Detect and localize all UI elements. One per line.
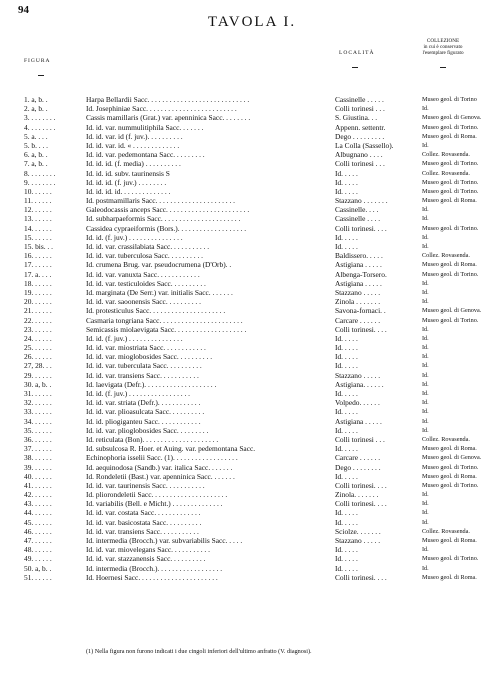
plate-title: TAVOLA I. [207, 14, 297, 30]
locality: Dego . . . . . . . . . [335, 131, 385, 141]
table-row [24, 545, 494, 554]
figure-number: 9. . . . . . . . [24, 177, 56, 187]
table-row [24, 518, 494, 527]
collection: Id. [422, 288, 429, 296]
collection: Museo geol. di Torino. [422, 316, 479, 324]
table-row [24, 564, 494, 573]
locality: Id. . . . . [335, 352, 358, 362]
collection: Collez. Rovasenda. [422, 169, 470, 177]
species-name: Id. Hoernesi Sacc. . . . . . . . . . . . . . . . . . . . . . [86, 572, 218, 582]
figure-number: 31. . . . . . [24, 389, 52, 398]
locality: Cassinelle . . . . [335, 214, 381, 224]
table-row [24, 398, 494, 407]
collection: Museo geol. di Roma. [422, 537, 477, 544]
table-row [24, 417, 494, 426]
table-row [24, 334, 494, 343]
table-row [24, 481, 494, 490]
figure-number: 4. . . . . . . . [24, 122, 56, 132]
collection: Id. [422, 298, 429, 306]
figure-number: 10. . . . . . [24, 186, 52, 196]
locality: Id. . . . . [335, 407, 358, 417]
species-name: Cassis mamillaris (Grat.) var. apenninica Sacc. . . . . . . . [86, 113, 251, 123]
collection: Id. [422, 362, 429, 370]
table-row [24, 205, 494, 214]
locality: Colli torinesi. . . . [335, 572, 387, 582]
locality: Appenn. settentr. [335, 122, 386, 132]
collection: Museo geol. di Torino. [422, 555, 479, 563]
collection: Id. [422, 344, 429, 352]
species-name: Id. marginata (De Serr.) var. initialis Sacc. . . . . . . [86, 287, 233, 297]
collection: Museo geol. di Roma. [422, 472, 477, 480]
species-name: Id. id. var. taurinensis Sacc. . . . . . . . . . . [86, 480, 205, 490]
figure-number: 11. . . . . . [24, 196, 52, 206]
figure-number: 42. . . . . . [24, 490, 52, 500]
collection: Id. [422, 334, 429, 342]
species-name: Id. id. var. basicostata Sacc. . . . . . . . . . [86, 517, 202, 527]
figure-number: 34. . . . . . [24, 416, 52, 426]
figure-number: 35. . . . . . [24, 425, 52, 435]
table-row [24, 380, 494, 389]
locality: Stazzano . . . . . [335, 370, 381, 380]
column-header-figura: FIGURA [24, 58, 51, 64]
locality: Colli torinesi. . . . [335, 324, 387, 334]
figure-number: 32. . . . . . [24, 398, 52, 408]
figure-number: 46. . . . . . [24, 526, 52, 536]
page-number: 94 [18, 4, 29, 16]
locality: Sciolze. . . . . . . [335, 526, 381, 536]
table-row [24, 371, 494, 380]
species-name: Id. id. var. saoonensis Sacc. . . . . . . . . . [86, 297, 201, 307]
collezione-header-line: l'esemplare figurato [422, 50, 464, 56]
species-name: Id. intermedia (Brocch.). . . . . . . . . . . . . . . . . . [86, 563, 223, 573]
species-name: Id. id. var. id. « . . . . . . . . . . . . . [86, 140, 180, 150]
locality: Stazzano . . . . . . . [335, 196, 388, 206]
species-name: Id. id. var. pedemontana Sacc. . . . . . . . . [86, 150, 205, 160]
table-row [24, 343, 494, 352]
table-row [24, 141, 494, 150]
figure-number: 29. . . . . . [24, 370, 52, 380]
species-name: Id. id. var. costata Sacc. . . . . . . . . . . . . [86, 508, 201, 518]
species-name: Id. id. var. tuberculata Sacc. . . . . . . . . . [86, 361, 202, 371]
collection: Museo geol. di Roma. [422, 445, 477, 453]
species-name: Id. id. var. id (f. juv.). . . . . . . . . . [86, 131, 183, 141]
table-row [24, 297, 494, 306]
species-name: Galeodocassis anceps Sacc. . . . . . . . . . . . . . . . . . . . . . . [86, 205, 250, 215]
collection: Id. [422, 141, 429, 149]
species-name: Id. id. var. vanuxta Sacc. . . . . . . . . . . . [86, 269, 200, 279]
locality: Colli torinesi . . . [335, 104, 385, 114]
table-row [24, 123, 494, 132]
species-name: Id. reticulata (Bon). . . . . . . . . . . . . . . . . . . . . [86, 434, 219, 444]
collection: Museo geol. di Torino. [422, 463, 479, 471]
figure-number: 12. . . . . . [24, 205, 52, 215]
figure-number: 2. a, b. . [24, 104, 48, 114]
collezione-header-line: COLLEZIONE [426, 38, 460, 44]
table-row [24, 407, 494, 416]
table-row [24, 260, 494, 269]
footnote: (1) Nella figura non furono indicati i due cingoli inferiori dell'ultimo anfratto (V. diagnosi). [86, 648, 312, 655]
collection: Id. [422, 491, 429, 499]
figure-number: 16. . . . . . [24, 251, 52, 261]
locality: Id. . . . . [335, 545, 358, 555]
species-name: Id. laevigata (Defr.). . . . . . . . . . . . . . . . . . . . [86, 379, 217, 389]
table-row [24, 527, 494, 536]
column-header-collezione [400, 38, 486, 56]
table-row [24, 536, 494, 545]
species-name: Id. id. id. (f. juv.) . . . . . . . . [86, 177, 167, 187]
figure-number: 36. . . . . . [24, 434, 52, 444]
collection: Id. [422, 380, 429, 388]
species-name: Id. id. var. stazzanensis Sacc. . . . . . . . . . [86, 554, 206, 564]
species-name: Harpa Bellardii Sacc. . . . . . . . . . . . . . . . . . . . . . . . . . . . [86, 95, 250, 104]
species-name: Id. id. var. mioglobosides Sacc. . . . . . . . . . [86, 352, 213, 362]
collection: Id. [422, 215, 429, 223]
collection: Id. [422, 371, 429, 379]
locality: Id. . . . . [335, 425, 358, 435]
locality: Id. . . . . [335, 333, 358, 343]
figure-number: 45. . . . . . [24, 517, 52, 527]
locality: Colli torinesi . . . [335, 434, 385, 444]
species-name: Id. id. var. tuberculosa Sacc. . . . . . . . . . [86, 251, 203, 261]
locality: Carcare . . . . . . [335, 453, 381, 463]
species-name: Id. Rondeletii (Bast.) var. apenninica Sacc. . . . . . . [86, 471, 235, 481]
locality: Id. . . . . [335, 444, 358, 454]
collection: Museo geol. di Genova. [422, 307, 482, 315]
species-name: Casmaria tongriana Sacc. . . . . . . . . . . . . . . . . . . . . . . [86, 315, 243, 325]
figure-number: 21. . . . . . [24, 306, 52, 316]
species-name: Id. id. (f. juv.) . . . . . . . . . . . . . . . . . [86, 389, 191, 398]
locality: Cassinelle. . . . [335, 205, 379, 215]
table-row [24, 279, 494, 288]
figure-number: 50. a, b. . [24, 563, 52, 573]
collection: Id. [422, 500, 429, 508]
locality: Stazzano . . . . . [335, 536, 381, 545]
locality: Zinola . . . . . . . [335, 297, 381, 307]
collection: Collez. Rovasenda. [422, 435, 470, 443]
figure-number: 26. . . . . . [24, 352, 52, 362]
table-row [24, 214, 494, 223]
column-header-localita: LOCALITÀ [339, 50, 375, 56]
figure-number: 17. . . . . . [24, 260, 52, 270]
table-row [24, 573, 494, 582]
collection: Museo geol. di Genova. [422, 454, 482, 462]
collection: Id. [422, 417, 429, 425]
locality: Colli torinesi. . . . [335, 480, 387, 490]
plate-index-table [24, 95, 494, 582]
figure-number: 41. . . . . . [24, 480, 52, 490]
figure-number: 23. . . . . . [24, 324, 52, 334]
table-row [24, 95, 494, 104]
figure-number: 20. . . . . . [24, 297, 52, 307]
table-row [24, 499, 494, 508]
table-row [24, 224, 494, 233]
table-row [24, 435, 494, 444]
figure-number: 44. . . . . . [24, 508, 52, 518]
species-name: Id. id. var. miostriata Sacc. . . . . . . . . . . . [86, 343, 206, 353]
table-row [24, 490, 494, 499]
collection: Museo geol. di Torino. [422, 123, 479, 131]
collection: Id. [422, 426, 429, 434]
collection: Id. [422, 279, 429, 287]
figure-number: 7. a, b. . [24, 159, 48, 169]
collection: Museo geol. di Roma. [422, 261, 477, 269]
table-row [24, 178, 494, 187]
locality: Id. . . . . [335, 242, 358, 251]
figure-number: 3. . . . . . . . [24, 113, 56, 123]
species-name: Id. id. id. subv. taurinensis S [86, 168, 170, 178]
collection: Id. [422, 390, 429, 397]
figure-number: 33. . . . . . [24, 407, 52, 417]
collection: Museo geol. di Genova. [422, 114, 482, 122]
locality: Carcare . . . . . . [335, 315, 381, 325]
collection: Museo geol. di Torino [422, 96, 477, 103]
collection: Id. [422, 105, 429, 113]
table-row [24, 233, 494, 242]
figure-number: 49. . . . . . [24, 554, 52, 564]
locality: Id. . . . . [335, 508, 358, 518]
column-divider-dash [440, 67, 446, 68]
table-row [24, 150, 494, 159]
collection: Id. [422, 206, 429, 214]
figure-number: 14. . . . . . [24, 223, 52, 233]
table-row [24, 113, 494, 122]
collection: Id. [422, 243, 429, 250]
species-name: Id. subharpaeformis Sacc. . . . . . . . . . . . . . . . . . . . . . [86, 214, 241, 224]
species-name: Id. protesticulus Sacc. . . . . . . . . . . . . . . . . . . . . [86, 306, 226, 316]
figure-number: 40. . . . . . [24, 471, 52, 481]
figure-number: 19. . . . . . [24, 287, 52, 297]
collection: Collez. Rovasenda. [422, 151, 470, 159]
species-name: Id. id. id. (f. media) . . . . . . . . . . [86, 159, 181, 169]
species-name: Id. Josephiniae Sacc. . . . . . . . . . . . . . . . . . . . . . . . . [86, 104, 237, 114]
table-row [24, 306, 494, 315]
species-name: Id. id. var. transiens Sacc. . . . . . . . . . . [86, 526, 199, 536]
table-row [24, 508, 494, 517]
collection: Museo geol. di Torino. [422, 160, 479, 168]
locality: Zinola. . . . . . . [335, 490, 379, 500]
species-name: Id. id. pliogiganteu Sacc. . . . . . . . . . . . [86, 416, 201, 426]
figure-number: 13. . . . . . [24, 214, 52, 224]
figure-number: 22. . . . . . [24, 315, 52, 325]
locality: Id. . . . . [335, 361, 358, 371]
collection: Id. [422, 546, 429, 554]
locality: Id. . . . . [335, 389, 358, 398]
figure-number: 17. a. . . . [24, 269, 52, 279]
table-row [24, 316, 494, 325]
locality: Baldissero. . . . . [335, 251, 383, 261]
locality: Astigiana . . . . . [335, 278, 382, 288]
species-name: Id. intermedia (Brocch.) var. subvariabilis Sacc. . . . . [86, 536, 243, 545]
species-name: Id. crumena Brug. var. pseudocrumena (D'Orb). . [86, 260, 232, 270]
table-row [24, 352, 494, 361]
locality: Cassinelle . . . . . [335, 95, 384, 104]
species-name: Id. id. (f. juv.) . . . . . . . . . . . . . . . [86, 333, 183, 343]
figure-number: 48. . . . . . [24, 545, 52, 555]
species-name: Id. variabilis (Bell. e Micht.) . . . . . . . . . . . . . . [86, 499, 223, 509]
table-row [24, 132, 494, 141]
species-name: Id. id. var. crassilabiata Sacc. . . . . . . . . . . [86, 242, 210, 251]
collection: Id. [422, 408, 429, 416]
species-name: Id. id. var. striata (Defr.). . . . . . . . . . . . [86, 398, 201, 408]
species-name: Id. subsulcosa R. Hoer. et Auing. var. pedemontana Sacc. [86, 444, 256, 454]
figure-number: 38. . . . . . [24, 453, 52, 463]
column-divider-dash [38, 75, 44, 76]
figure-number: 1. a, b. . [24, 95, 48, 104]
table-row [24, 444, 494, 453]
species-name: Id. id. var. testiculoides Sacc. . . . . . . . . . [86, 278, 206, 288]
locality: S. Giustina. . . [335, 113, 378, 123]
collection: Museo geol. di Torino. [422, 187, 479, 195]
locality: Id. . . . . [335, 517, 358, 527]
locality: Albugnano . . . . [335, 150, 383, 160]
collection: Museo geol. di Torino. [422, 481, 479, 489]
collection: Museo geol. di Roma. [422, 573, 477, 581]
figure-number: 30. a, b. . [24, 379, 52, 389]
figure-number: 5. a. . . . [24, 131, 48, 141]
locality: Id. . . . . [335, 177, 358, 187]
figure-number: 25. . . . . . [24, 343, 52, 353]
table-row [24, 288, 494, 297]
figure-number: 6. a, b. . [24, 150, 48, 160]
collection: Museo geol. di Roma. [422, 197, 477, 205]
figure-number: 15. . . . . . [24, 232, 52, 242]
locality: La Colla (Sassello). [335, 140, 394, 150]
locality: Stazzano . . . . . [335, 287, 381, 297]
figure-number: 51. . . . . . [24, 572, 52, 582]
figure-number: 24. . . . . . [24, 333, 52, 343]
table-row [24, 270, 494, 279]
locality: Colli torinesi. . . . [335, 223, 387, 233]
collezione-header-line: in cui è conservato [423, 44, 463, 50]
collection: Museo geol. di Torino. [422, 224, 479, 232]
table-row [24, 472, 494, 481]
collection: Museo geol. di Roma. [422, 132, 477, 140]
collection: Museo geol. di Torino. [422, 270, 479, 278]
locality: Astigiana . . . . . [335, 416, 382, 426]
locality: Astigiana. . . . . . [335, 379, 384, 389]
locality: Savona-fornaci. . [335, 306, 386, 316]
figure-number: 5. b. . . . [24, 140, 49, 150]
table-row [24, 426, 494, 435]
table-row [24, 554, 494, 563]
locality: Id. . . . . [335, 343, 358, 353]
species-name: Id. id. var. nummulitiphila Sacc. . . . . . . [86, 122, 204, 132]
table-row [24, 389, 494, 398]
figure-number: 27, 28. . . [24, 361, 52, 371]
table-row [24, 169, 494, 178]
locality: Id. . . . . [335, 186, 358, 196]
table-row [24, 361, 494, 370]
collection: Collez. Rovasenda. [422, 527, 470, 535]
species-name: Id. id. var. plioasulcata Sacc. . . . . . . . . . [86, 407, 205, 417]
species-name: Id. id. (f. juv.) . . . . . . . . . . . . . . . [86, 232, 183, 242]
figure-number: 47. . . . . . [24, 536, 52, 545]
collection: Id. [422, 353, 429, 361]
figure-number: 37. . . . . . [24, 444, 52, 454]
species-name: Semicassis miolaevigata Sacc. . . . . . . . . . . . . . . . . . . . [86, 324, 247, 334]
figure-number: 39. . . . . . [24, 462, 52, 472]
locality: Id. . . . . [335, 563, 358, 573]
table-row [24, 242, 494, 251]
table-row [24, 187, 494, 196]
species-name: Id. postmamillaris Sacc. . . . . . . . . . . . . . . . . . . . . . [86, 196, 236, 206]
column-divider-dash [352, 67, 358, 68]
collection: Id. [422, 509, 429, 517]
table-row [24, 463, 494, 472]
collection: Id. [422, 518, 429, 526]
species-name: Id. id. var. miovelegans Sacc. . . . . . . . . . . [86, 545, 210, 555]
figure-number: 15. bis. . . [24, 242, 53, 251]
collection: Id. [422, 564, 429, 572]
locality: Colli torinesi. . . . [335, 499, 387, 509]
table-row [24, 159, 494, 168]
species-name: Id. id. var. transiens Sacc. . . . . . . . . . . [86, 370, 199, 380]
table-row [24, 453, 494, 462]
locality: Id. . . . . [335, 232, 358, 242]
locality: Albenga-Torsero. [335, 269, 387, 279]
species-name: Id. aequinodosa (Sandb.) var. italica Sacc. . . . . . . [86, 462, 233, 472]
collection: Id. [422, 325, 429, 333]
locality: Id. . . . . [335, 168, 358, 178]
locality: Astigiana . . . . . [335, 260, 382, 270]
locality: Colli torinesi . . . [335, 159, 385, 169]
table-row [24, 325, 494, 334]
figure-number: 18. . . . . . [24, 278, 52, 288]
collection: Id. [422, 399, 429, 407]
species-name: Cassidea cypraeiformis (Bors.). . . . . . . . . . . . . . . . . . . [86, 223, 247, 233]
collection: Id. [422, 233, 429, 241]
locality: Id. . . . . [335, 554, 358, 564]
species-name: Id. id. id. id. . . . . . . . . . . . . . [86, 186, 171, 196]
species-name: Id. pliorondeletii Sacc. . . . . . . . . . . . . . . . . . . . . [86, 490, 228, 500]
table-row [24, 251, 494, 260]
locality: Dego . . . . . . . . [335, 462, 381, 472]
table-row [24, 104, 494, 113]
species-name: Echinophoria isselii Sacc. (1). . . . . . . . . . . . . . . . . . [86, 453, 238, 463]
collection: Museo geol. di Torino. [422, 178, 479, 186]
locality: Id. . . . . [335, 471, 358, 481]
figure-number: 43. . . . . . [24, 499, 52, 509]
locality: Volpedo. . . . . . [335, 398, 380, 408]
collection: Collez. Rovasenda. [422, 252, 470, 260]
species-name: Id. id. var. plioglobosides Sacc. . . . . . . . . [86, 425, 209, 435]
table-row [24, 196, 494, 205]
figure-number: 8. . . . . . . . [24, 168, 56, 178]
